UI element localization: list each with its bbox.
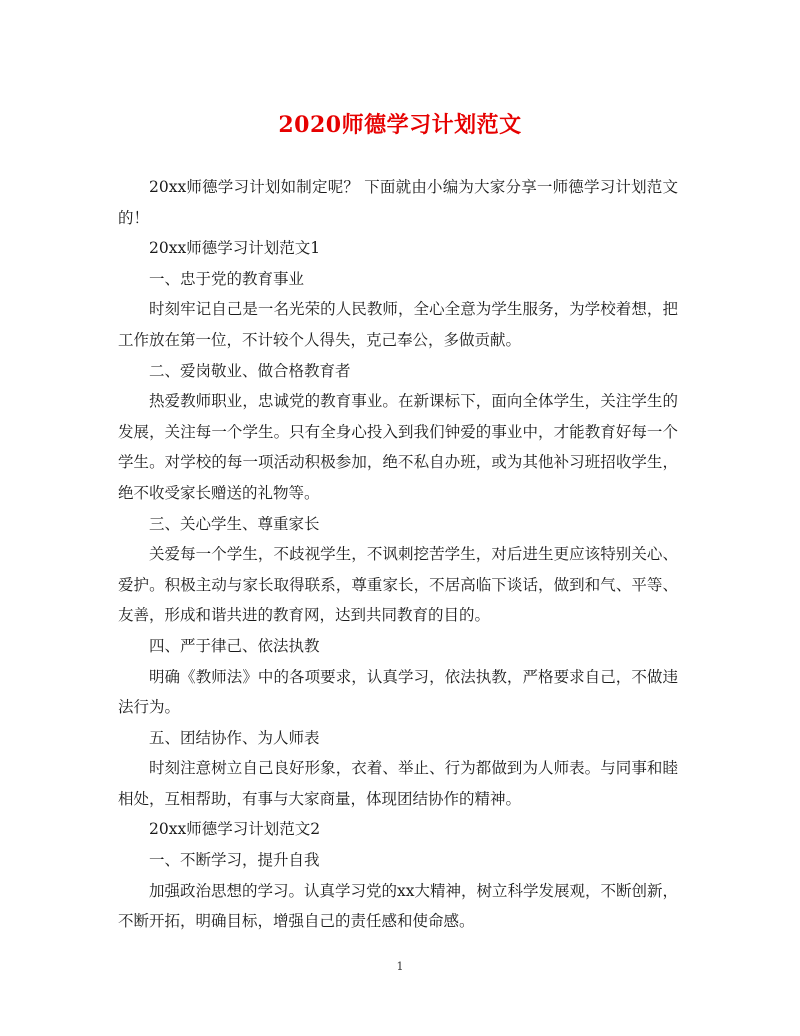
subsection-heading: 四、严于律己、依法执教 <box>149 636 320 655</box>
subsection-heading: 三、关心学生、尊重家长 <box>149 514 320 533</box>
body-paragraph: 明确《教师法》中的各项要求，认真学习，依法执教，严格要求自己，不做违法行为。 <box>118 667 678 717</box>
subsection-heading: 一、忠于党的教育事业 <box>149 269 305 288</box>
intro-paragraph: 20xx师德学习计划如制定呢？ 下面就由小编为大家分享一师德学习计划范文的！ <box>118 178 678 227</box>
body-paragraph: 关爱每一个学生，不歧视学生，不讽刺挖苦学生，对后进生更应该特别关心、爱护。积极主动与家长取得联系，尊重家长，不居高临下谈话，做到和气、平等、友善，形成和谐共进的教育网，达到共同教育的目的。 <box>118 545 678 625</box>
body-paragraph: 时刻牢记自己是一名光荣的人民教师，全心全意为学生服务，为学校着想，把工作放在第一位，不计较个人得失，克己奉公，多做贡献。 <box>118 300 678 349</box>
document-title: 2020师德学习计划范文 <box>278 112 522 138</box>
body-paragraph: 时刻注意树立自己良好形象，衣着、举止、行为都做到为人师表。与同事和睦相处，互相帮助，有事与大家商量，体现团结协作的精神。 <box>118 759 678 808</box>
page-number: 1 <box>396 960 404 973</box>
subsection-heading: 五、团结协作、为人师表 <box>149 728 320 747</box>
subsection-heading: 二、爱岗敬业、做合格教育者 <box>149 361 351 380</box>
body-paragraph: 加强政治思想的学习。认真学习党的xx大精神，树立科学发展观，不断创新，不断开拓，明确目标，增强自己的责任感和使命感。 <box>118 881 678 931</box>
document-body <box>118 172 678 937</box>
section-heading: 20xx师德学习计划范文1 <box>149 239 321 258</box>
subsection-heading: 一、不断学习，提升自我 <box>149 851 320 870</box>
section-heading: 20xx师德学习计划范文2 <box>149 820 321 839</box>
body-paragraph: 热爱教师职业，忠诚党的教育事业。在新课标下，面向全体学生，关注学生的发展，关注每一个学生。只有全身心投入到我们钟爱的事业中，才能教育好每一个学生。对学校的每一项活动积极参加，绝不私自办班，或为其他补习班招收学生，绝不收受家长赠送的礼物等。 <box>118 392 678 502</box>
